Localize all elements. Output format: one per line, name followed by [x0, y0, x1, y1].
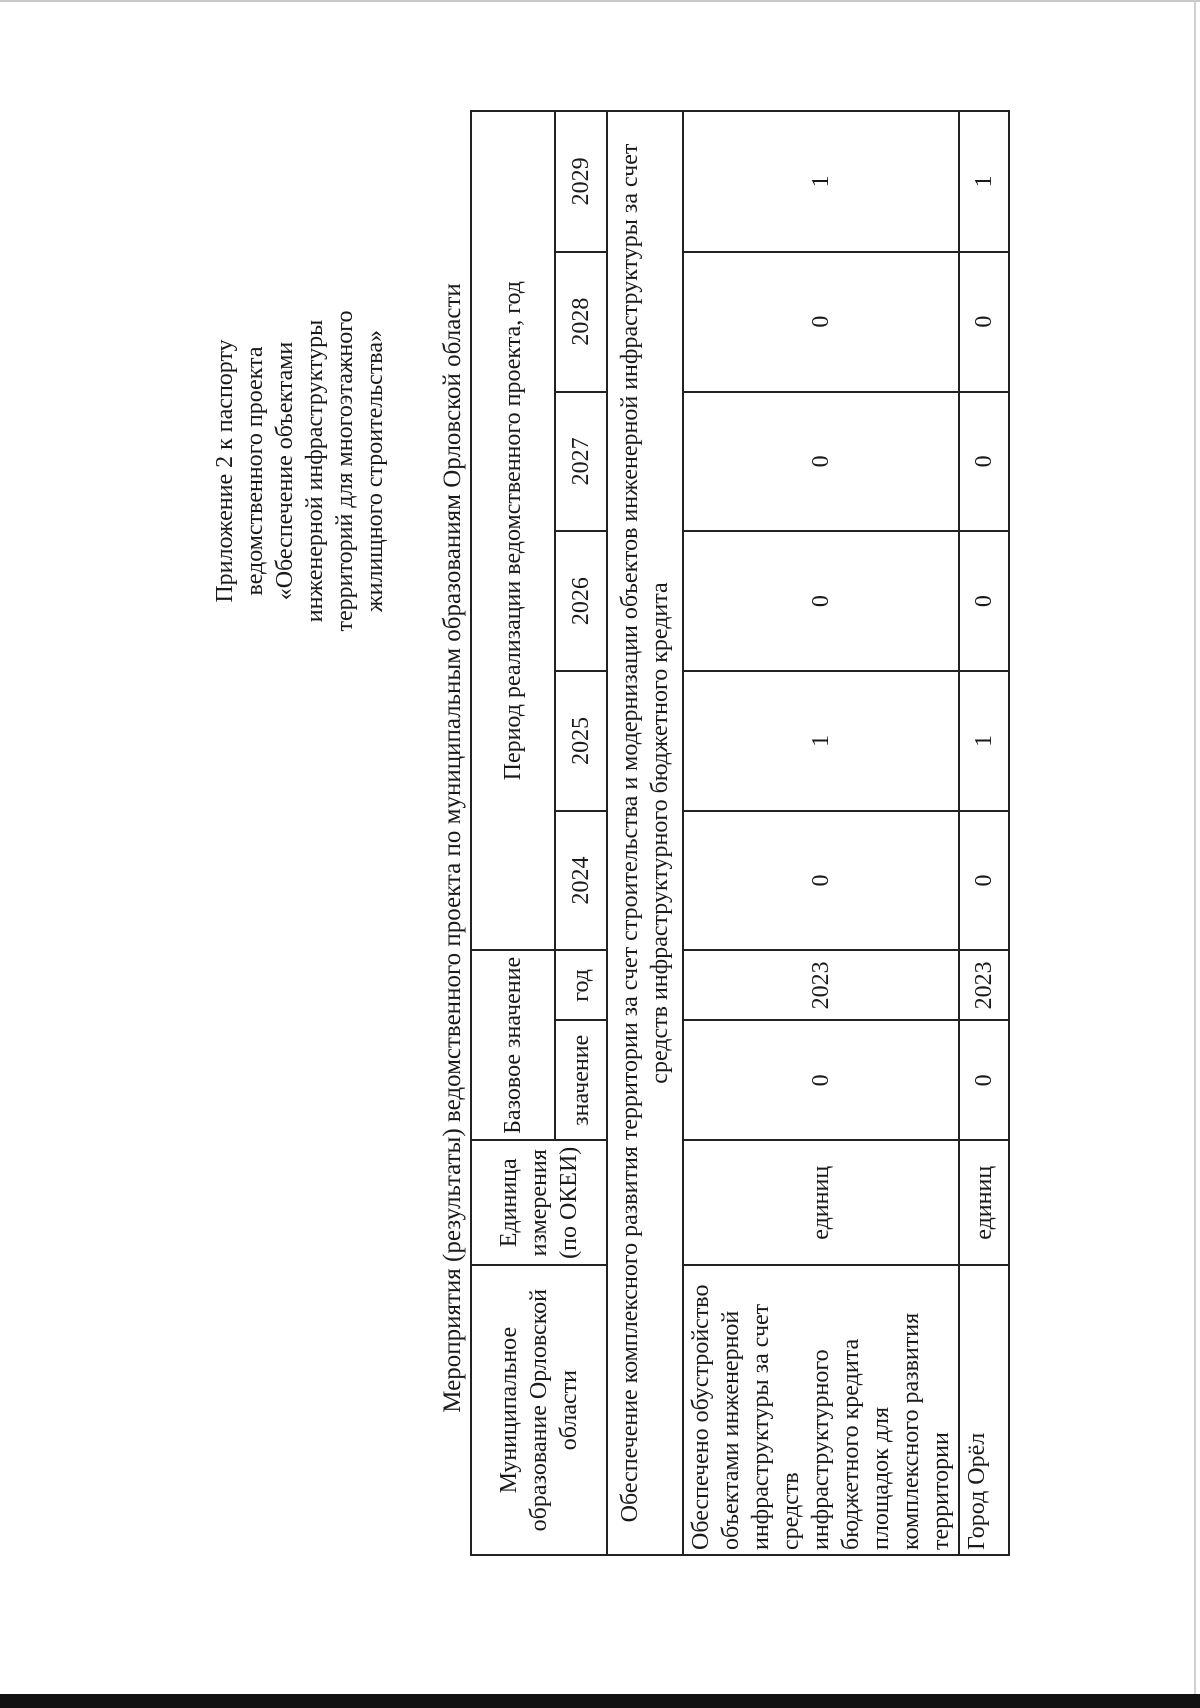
row-value: 0	[683, 392, 959, 532]
row-value: 0	[959, 252, 1009, 392]
table-row	[683, 111, 959, 1555]
row-value: 0	[959, 811, 1009, 951]
header-municipality: Муниципальное образование Орловской области	[471, 1265, 607, 1555]
table-row	[959, 111, 1009, 1555]
header-year: 2024	[555, 811, 607, 951]
row-unit: единиц	[959, 1140, 1009, 1265]
row-value: 1	[683, 671, 959, 811]
row-base-value: 0	[959, 1020, 1009, 1140]
header-year: 2028	[555, 252, 607, 392]
scan-edge-bottom	[0, 1694, 1200, 1708]
row-unit: единиц	[683, 1140, 959, 1265]
appendix-note: Приложение 2 к паспорту ведомственного проекта «Обеспечение объектами инженерной инфраструктуры территорий для многоэтажного жилищного строительства»	[212, 310, 388, 632]
row-base-year: 2023	[959, 950, 1009, 1020]
row-value: 0	[683, 531, 959, 671]
row-name: Обеспечено обустройство объектами инженерной инфраструктуры за счет средств инфраструктурного бюджетного кредита площадок для комплексного развития территории	[683, 1265, 959, 1555]
scan-edge-right	[1194, 0, 1196, 1708]
row-value: 1	[683, 111, 959, 252]
row-value: 1	[959, 671, 1009, 811]
header-base-year: год	[555, 950, 607, 1020]
row-value: 0	[683, 811, 959, 951]
rotated-page	[170, 110, 1170, 1586]
results-table	[470, 110, 1010, 1556]
row-name: Город Орёл	[959, 1265, 1009, 1555]
header-unit: Единица измерения (по ОКЕИ)	[471, 1140, 607, 1265]
row-value: 0	[683, 252, 959, 392]
header-year: 2029	[555, 111, 607, 252]
header-row	[471, 111, 555, 1555]
row-base-year: 2023	[683, 950, 959, 1020]
section-row	[607, 111, 683, 1555]
row-value: 1	[959, 111, 1009, 252]
scan-edge-top	[0, 0, 1200, 2]
header-period: Период реализации ведомственного проекта, год	[471, 111, 555, 950]
header-year: 2026	[555, 531, 607, 671]
header-base: Базовое значение	[471, 950, 555, 1140]
header-base-value: значение	[555, 1020, 607, 1140]
header-year: 2027	[555, 392, 607, 532]
section-title: Обеспечение комплексного развития территории за счет строительства и модернизации объектов инженерной инфраструктуры за счет средств инфраструктурного бюджетного кредита	[607, 111, 683, 1555]
header-year: 2025	[555, 671, 607, 811]
row-value: 0	[959, 531, 1009, 671]
document-title: Мероприятия (результаты) ведомственного проекта по муниципальным образованиям Орловской области	[439, 283, 466, 1413]
row-base-value: 0	[683, 1020, 959, 1140]
row-value: 0	[959, 392, 1009, 532]
